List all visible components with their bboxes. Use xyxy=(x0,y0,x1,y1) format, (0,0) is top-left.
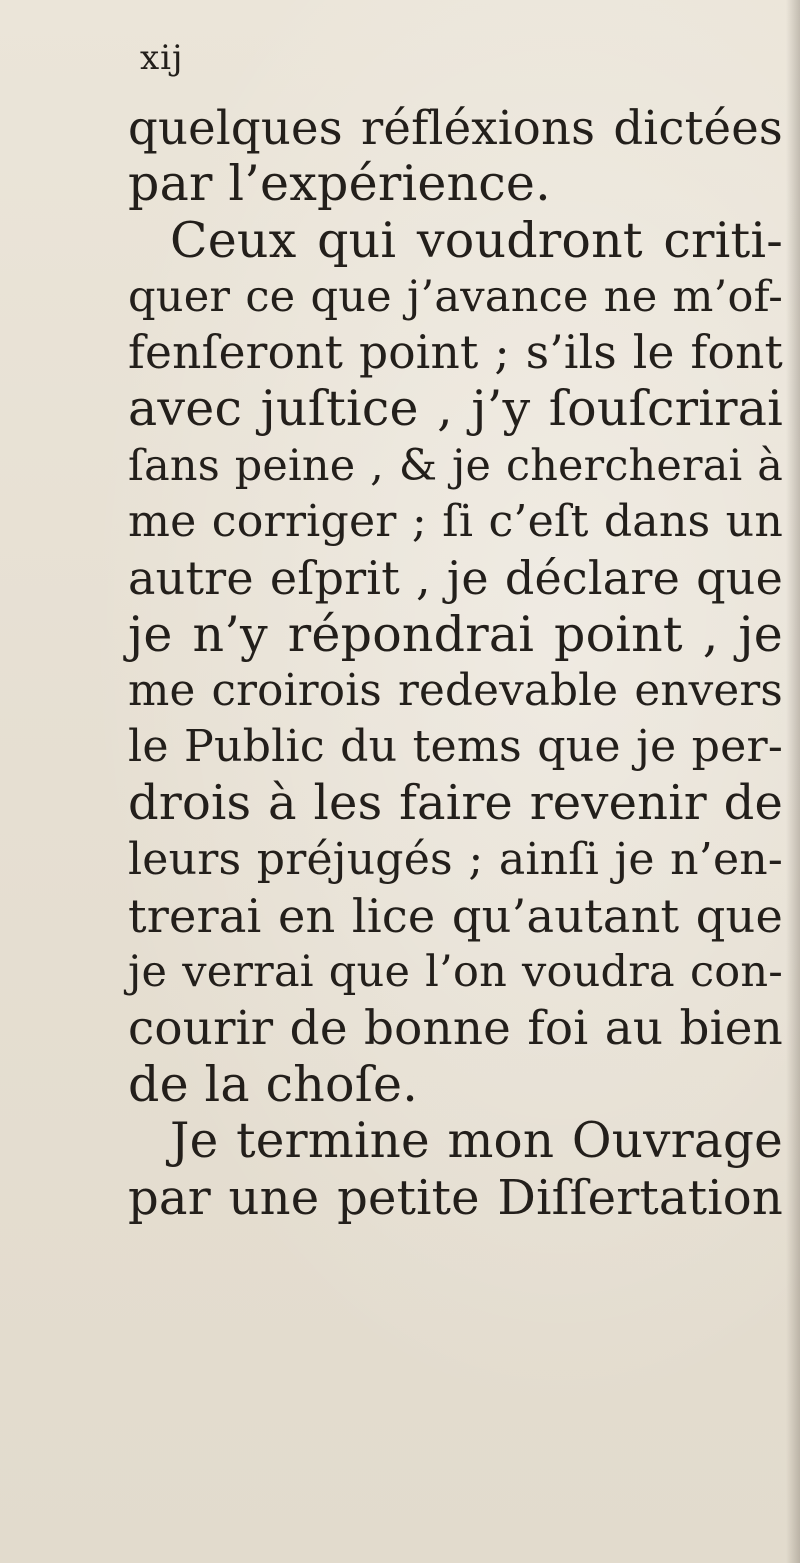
text-line: fenſeront point ; s’ils le font xyxy=(128,326,783,380)
text-line: quer ce que j’avance ne m’of- xyxy=(128,271,783,322)
text-line: ſans peine , & je chercherai à xyxy=(128,440,783,491)
text-line: de la choſe. xyxy=(128,1056,419,1114)
text-line: par l’expérience. xyxy=(128,155,551,213)
text-line: le Public du tems que je per- xyxy=(128,721,783,773)
text-line: trerai en lice qu’autant que xyxy=(128,889,783,944)
body-text xyxy=(128,100,783,1226)
text-line: Je termine mon Ouvrage xyxy=(170,1113,783,1170)
text-line: autre eſprit , je déclare que xyxy=(128,551,783,606)
text-line: me croirois redevable envers xyxy=(128,665,783,716)
text-line: par une petite Diſſertation xyxy=(128,1169,783,1226)
text-line: Ceux qui voudront criti- xyxy=(170,211,783,269)
text-line: leurs préjugés ; ainſi je n’en- xyxy=(128,833,783,885)
text-line: courir de bonne foi au bien xyxy=(128,1001,783,1056)
page-edge-shadow xyxy=(786,0,800,1563)
text-line: je n’y répondrai point , je xyxy=(128,605,783,663)
text-line: avec juſtice , j’y ſouſcrirai xyxy=(128,380,783,438)
page-number: xij xyxy=(140,38,184,78)
text-line: drois à les faire revenir de xyxy=(128,775,783,831)
text-line: je verrai que l’on voudra con- xyxy=(128,947,783,998)
text-line: me corriger ; ſi c’eſt dans un xyxy=(128,496,783,548)
text-line: quelques réfléxions dictées xyxy=(128,101,783,155)
